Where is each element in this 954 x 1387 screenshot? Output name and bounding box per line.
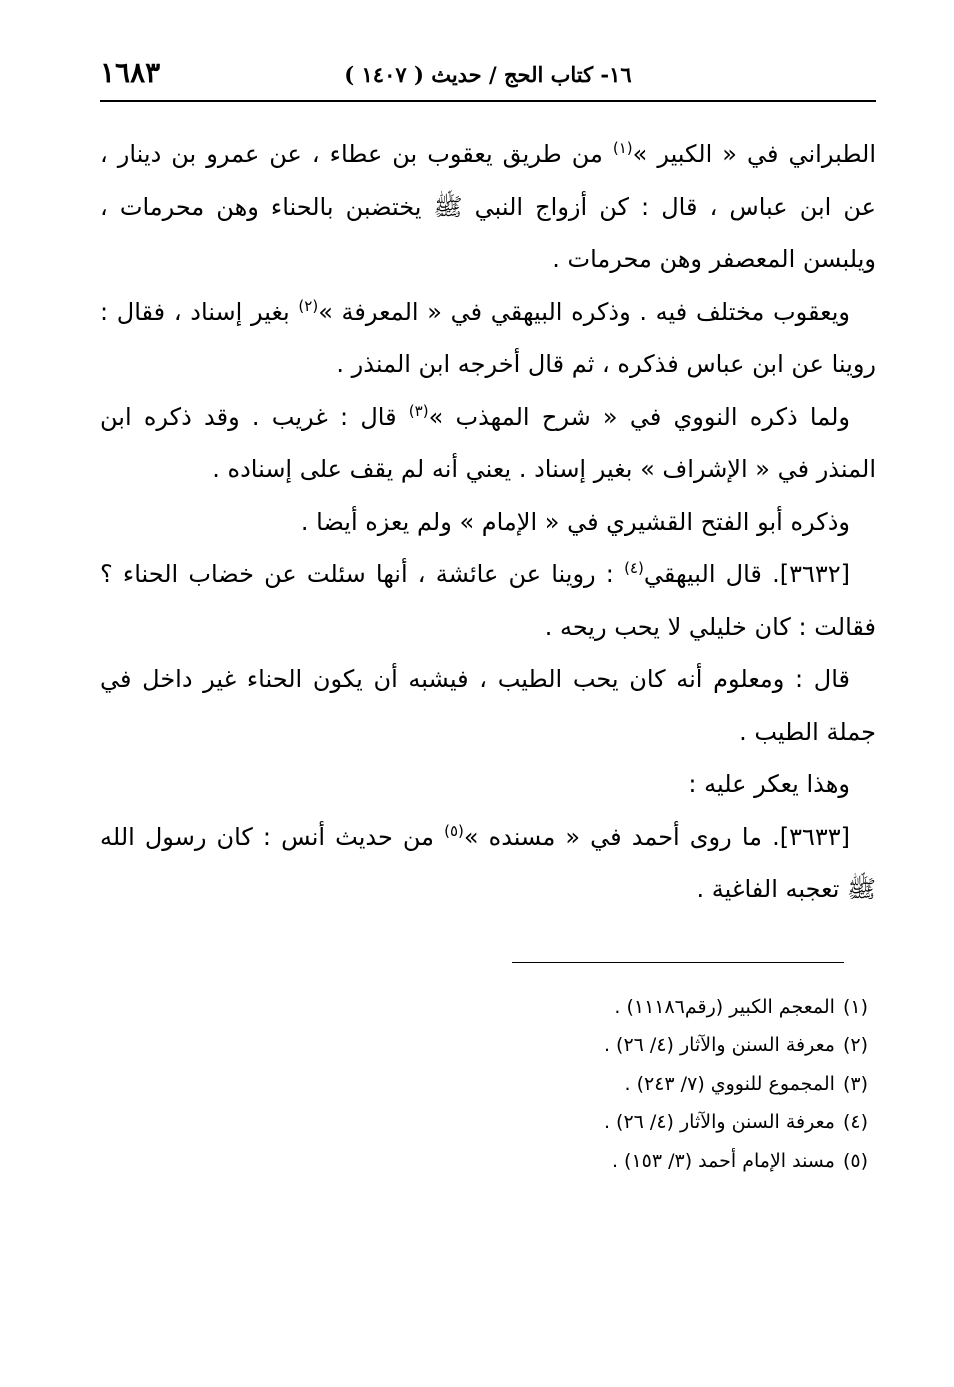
paragraph-8-text-a: [٣٦٣٣]. ما روى أحمد في « مسنده »: [463, 822, 850, 851]
paragraph-2: [100, 286, 876, 391]
footnote-5: [100, 1142, 868, 1180]
paragraph-2-text-b: بغير إسناد ، فقال : روينا عن ابن عباس فذكره ، ثم قال أخرجه ابن المنذر .: [100, 297, 876, 378]
paragraph-5: [100, 548, 876, 653]
main-text: [100, 128, 876, 916]
footnote-number: (٣): [842, 1072, 868, 1095]
paragraph-1-text-a: الطبراني في « الكبير »: [632, 140, 876, 168]
footnote-ref-3: (٣): [408, 401, 429, 420]
footnote-text: المجموع للنووي (٧/ ٢٤٣) .: [624, 1072, 835, 1095]
paragraph-1: [100, 128, 876, 286]
footnotes: [100, 988, 868, 1180]
footnote-number: (١): [842, 996, 868, 1018]
paragraph-3: [100, 391, 876, 496]
footnote-ref-4: (٤): [624, 559, 644, 577]
paragraph-7: وهذا يعكر عليه :: [688, 770, 850, 798]
footnote-ref-2: (٢): [298, 296, 319, 315]
footnote-text: معرفة السنن والآثار (٤/ ٢٦) .: [603, 1034, 835, 1057]
paragraph-6: قال : ومعلوم أنه كان يحب الطيب ، فيشبه أن يكون الحناء غير داخل في جملة الطيب .: [100, 665, 876, 746]
footnote-text: المعجم الكبير (رقم١١١٨٦) .: [614, 996, 835, 1018]
footnote-1: [100, 988, 868, 1026]
running-title: ١٦- كتاب الحج / حديث ( ١٤٠٧ ): [344, 62, 632, 87]
paragraph-8-text-b: من حديث أنس : كان رسول الله ﷺ تعجبه الفاغية .: [100, 822, 876, 903]
paragraph-8: [100, 811, 876, 916]
paragraph-3-text-a: ولما ذكره النووي في « شرح المهذب »: [428, 402, 850, 431]
page-number: ١٦٨٣: [100, 56, 161, 89]
footnote-number: (٢): [842, 1034, 868, 1057]
paragraph-2-text-a: ويعقوب مختلف فيه . وذكره البيهقي في « المعرفة »: [318, 297, 851, 326]
paragraph-1-text-b: من طريق يعقوب بن عطاء ، عن عمرو بن دينار ، عن ابن عباس ، قال : كن أزواج النبي ﷺ يختضبن بالحناء وهن محرمات ، ويلبسن المعصفر وهن محرمات .: [100, 140, 876, 273]
paragraph-5-text-b: : روينا عن عائشة ، أنها سئلت عن خضاب الحناء ؟ فقالت : كان خليلي لا يحب ريحه .: [100, 560, 876, 641]
footnote-ref-1: (١): [612, 139, 633, 157]
footnote-4: [100, 1103, 868, 1141]
footnote-number: (٤): [842, 1111, 868, 1134]
footnote-number: (٥): [842, 1149, 868, 1172]
page-header: [100, 56, 876, 100]
paragraph-5-text-a: [٣٦٣٢]. قال البيهقي: [643, 560, 851, 588]
footnote-separator: [512, 962, 844, 963]
paragraph-4: وذكره أبو الفتح القشيري في « الإمام » ولم يعزه أيضا .: [300, 507, 850, 536]
footnote-2: [100, 1026, 868, 1064]
footnote-ref-5: (٥): [444, 821, 464, 840]
footnote-text: معرفة السنن والآثار (٤/ ٢٦) .: [603, 1111, 835, 1134]
footnote-3: [100, 1065, 868, 1103]
footnote-text: مسند الإمام أحمد (٣/ ١٥٣) .: [611, 1149, 835, 1172]
paragraph-3-text-b: قال : غريب . وقد ذكره ابن المنذر في « الإشراف » بغير إسناد . يعني أنه لم يقف على إسناده .: [100, 402, 876, 483]
header-rule: [100, 100, 876, 102]
